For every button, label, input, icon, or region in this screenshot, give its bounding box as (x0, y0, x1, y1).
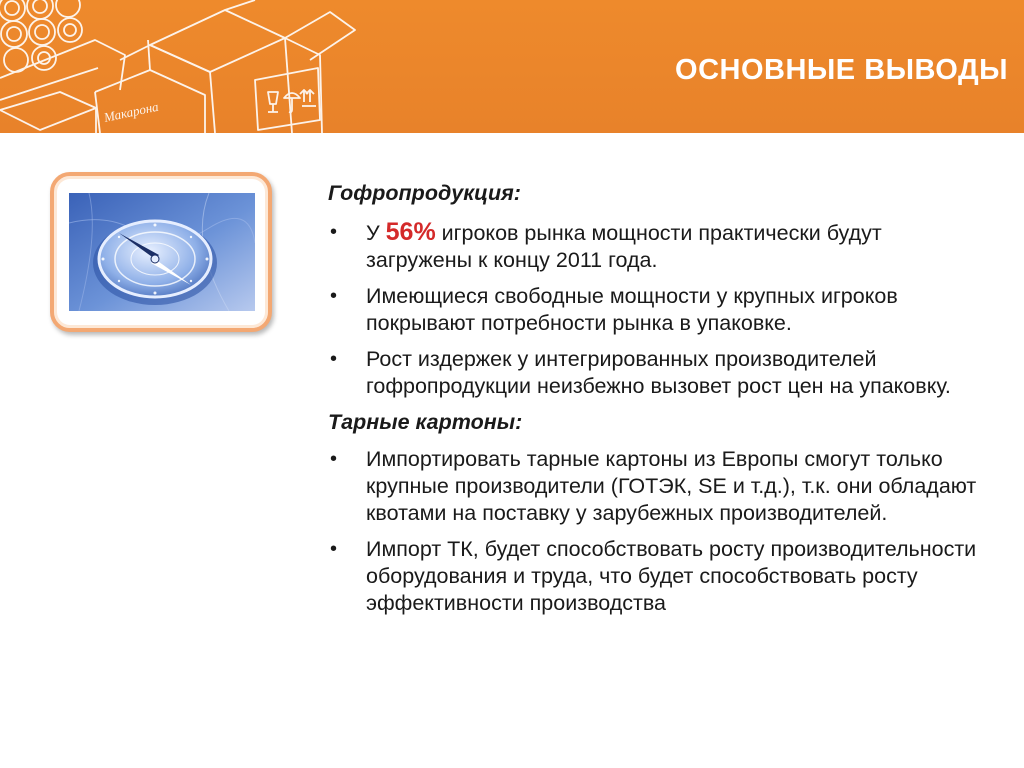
list-item: • Имеющиеся свободные мощности у крупных игроков покрывают потребности рынка в упаковке. (328, 283, 978, 337)
slide-title: ОСНОВНЫЕ ВЫВОДЫ (675, 54, 1008, 86)
header-banner (0, 0, 1024, 133)
section-heading-corrugated: Гофропродукция: (328, 181, 521, 205)
conclusions-content (328, 180, 978, 626)
corrugated-list (328, 219, 978, 400)
compass-photo-frame (50, 172, 272, 332)
containerboard-list (328, 446, 978, 617)
list-item: • Импорт ТК, будет способствовать росту производительности оборудования и труда, что будет способствовать росту эффективности производства (328, 536, 978, 617)
section-heading-containerboard: Тарные картоны: (328, 410, 523, 434)
item-text: игроков рынка мощности практически будут загружены к концу 2011 года. (366, 221, 882, 272)
percent-highlight: 56% (385, 218, 436, 246)
compass-icon (69, 193, 255, 311)
list-item: • Импортировать тарные картоны из Европы смогут только крупные производители (ГОТЭК, SE и т.д.), т.к. они обладают квотами на поставку у зарубежных производителей. (328, 446, 978, 527)
item-prefix: У (366, 221, 386, 245)
list-item: • Рост издержек у интегрированных производителей гофропродукции неизбежно вызовет рост цен на упаковку. (328, 346, 978, 400)
logo-text: Макарона (102, 98, 160, 125)
list-item (328, 219, 978, 274)
